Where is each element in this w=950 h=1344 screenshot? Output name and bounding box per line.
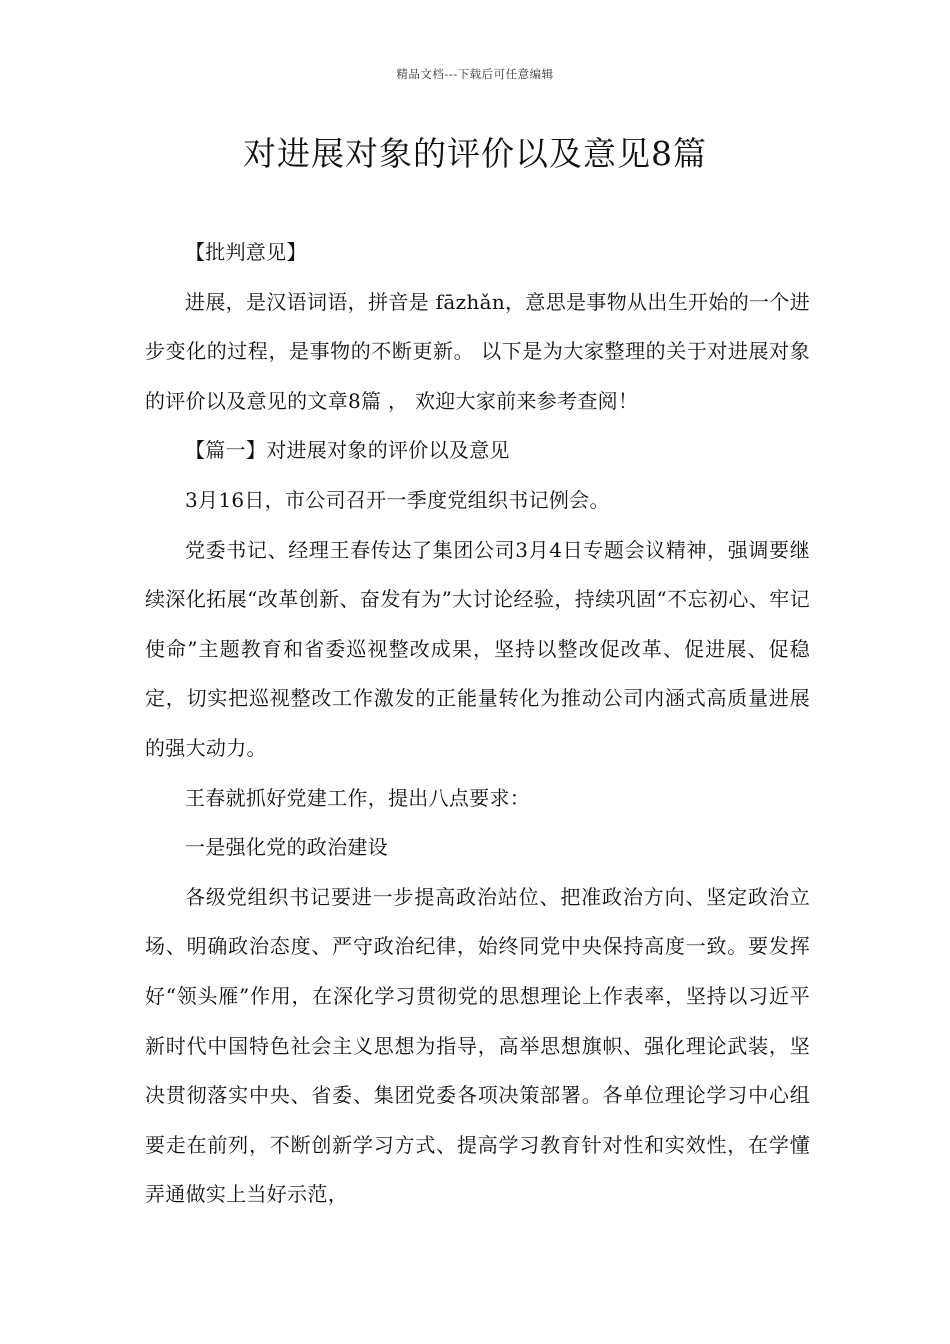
- paragraph-intro: 进展，是汉语词语，拼音是 fāzhǎn，意思是事物从出生开始的一个进步变化的过程，是事物的不断更新。 以下是为大家整理的关于对进展对象的评价以及意见的文章8篇 ， 欢迎大家前来参考查阅！: [145, 289, 810, 413]
- document-title: 对进展对象的评价以及意见8篇: [243, 134, 707, 173]
- paragraph-section-label: 【批判意见】: [185, 240, 307, 264]
- paragraph-chapter-heading: 【篇一】对进展对象的评价以及意见: [185, 438, 510, 463]
- paragraph-requirements-intro: 王春就抓好党建工作，提出八点要求：: [185, 785, 531, 810]
- paragraph-meeting-spirit: 党委书记、经理王春传达了集团公司3月4日专题会议精神，强调要继续深化拓展“改革创新、奋发有为”大讨论经验，持续巩固“不忘初心、牢记使命”主题教育和省委巡视整改成果，坚持以整改促改革、促进展、促稳定，切实把巡视整改工作激发的正能量转化为推动公司内涵式高质量进展的强大动力。: [145, 537, 810, 760]
- paragraph-meeting-date: 3月16日，市公司召开一季度党组织书记例会。: [185, 487, 610, 512]
- page-header-note: 精品文档---下载后可任意编辑: [396, 67, 554, 81]
- document-body: [145, 228, 810, 1220]
- paragraph-requirement-one-detail: 各级党组织书记要进一步提高政治站位、把准政治方向、坚定政治立场、明确政治态度、严守政治纪律，始终同党中央保持高度一致。要发挥好“领头雁”作用，在深化学习贯彻党的思想理论上作表率，坚持以习近平新时代中国特色社会主义思想为指导，高举思想旗帜、强化理论武装，坚决贯彻落实中央、省委、集团党委各项决策部署。各单位理论学习中心组要走在前列，不断创新学习方式、提高学习教育针对性和实效性，在学懂弄通做实上当好示范，: [145, 884, 810, 1207]
- paragraph-requirement-one: 一是强化党的政治建设: [185, 835, 388, 860]
